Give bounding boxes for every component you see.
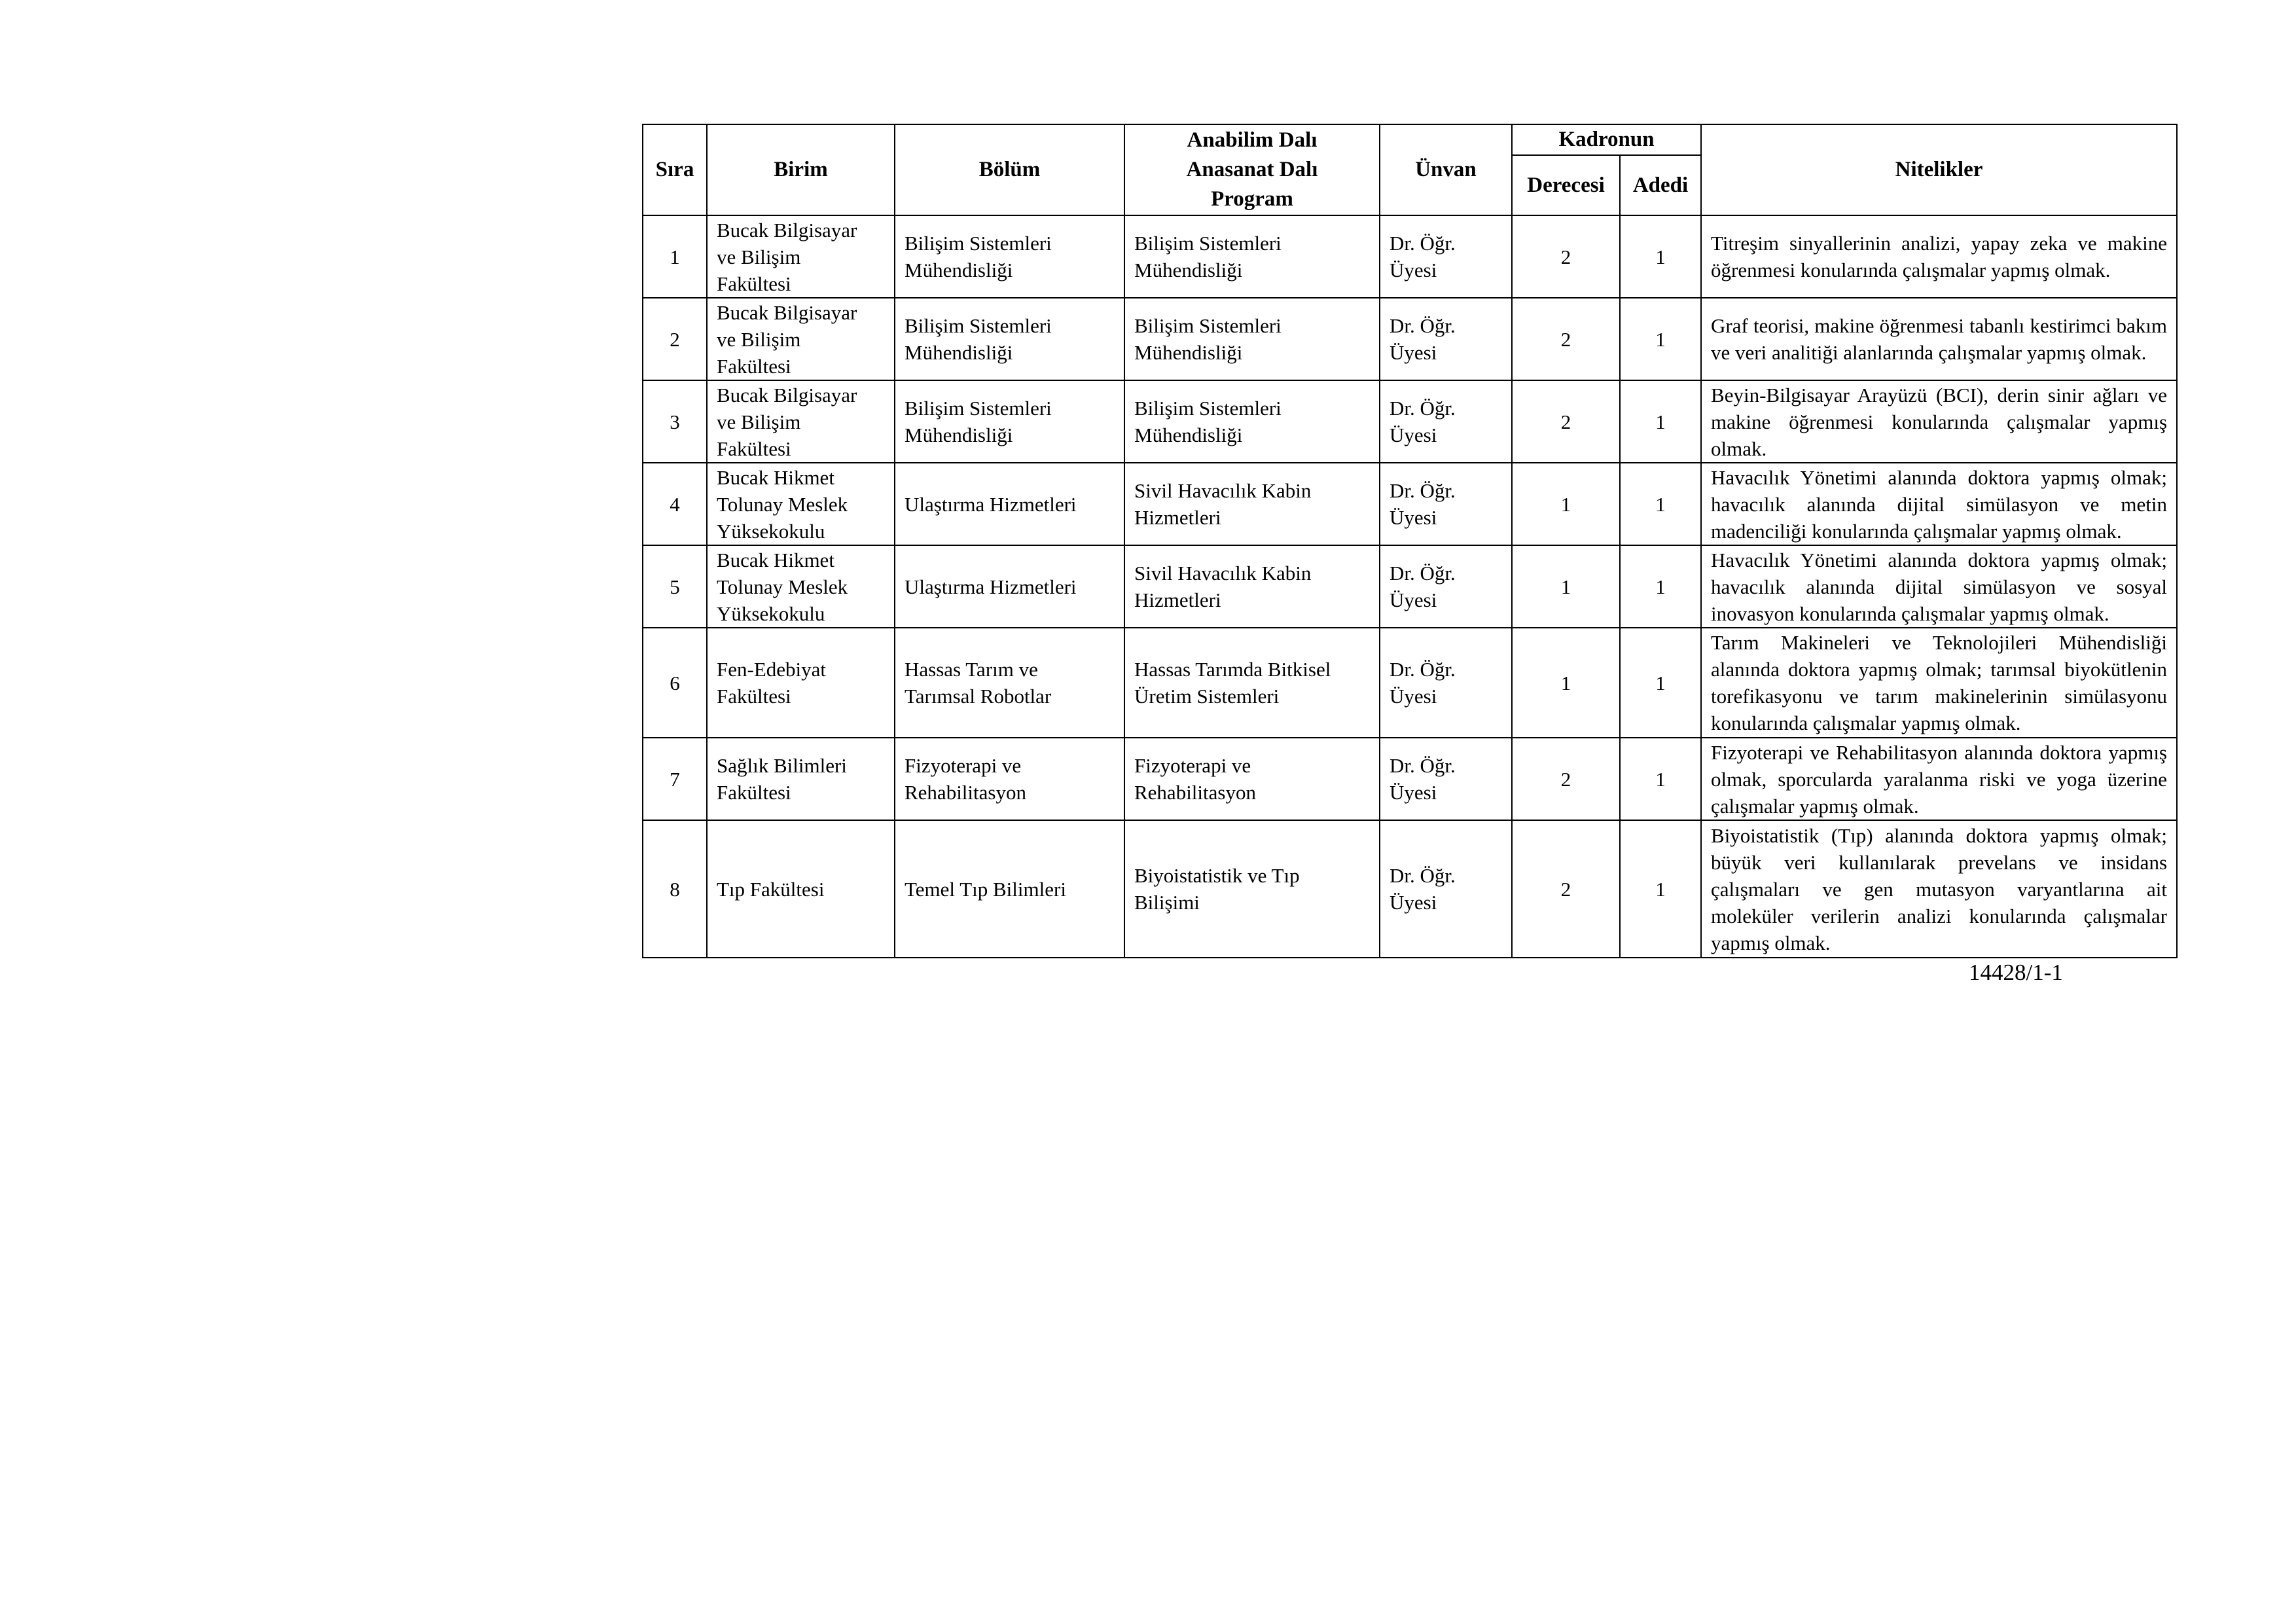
cell-anabilim: Sivil Havacılık Kabin Hizmetleri — [1124, 545, 1380, 628]
cell-sira: 4 — [643, 463, 707, 545]
header-row — [643, 124, 2177, 155]
header-derecesi: Derecesi — [1512, 155, 1620, 215]
cell-anabilim: Biyoistatistik ve Tıp Bilişimi — [1124, 820, 1380, 958]
cell-sira: 8 — [643, 820, 707, 958]
kadro-table — [642, 124, 2178, 958]
table-row — [643, 463, 2177, 545]
table-row — [643, 628, 2177, 738]
cell-sira: 6 — [643, 628, 707, 738]
cell-unvan: Dr. Öğr. Üyesi — [1380, 738, 1512, 820]
cell-bolum: Bilişim Sistemleri Mühendisliği — [895, 298, 1124, 380]
cell-derece: 1 — [1512, 545, 1620, 628]
cell-nitelikler: Beyin-Bilgisayar Arayüzü (BCI), derin sinir ağları ve makine öğrenmesi konularında çalışmalar yapmış olmak. — [1701, 380, 2177, 463]
table-row — [643, 298, 2177, 380]
cell-birim: Sağlık Bilimleri Fakültesi — [707, 738, 895, 820]
cell-sira: 3 — [643, 380, 707, 463]
cell-nitelikler: Fizyoterapi ve Rehabilitasyon alanında doktora yapmış olmak, sporcularda yaralanma riski ve yoga üzerine çalışmalar yapmış olmak. — [1701, 738, 2177, 820]
cell-unvan: Dr. Öğr. Üyesi — [1380, 298, 1512, 380]
cell-nitelikler: Havacılık Yönetimi alanında doktora yapmış olmak; havacılık alanında dijital simülasyon ve metin madenciliği konularında çalışmalar yapmış olmak. — [1701, 463, 2177, 545]
cell-nitelikler: Biyoistatistik (Tıp) alanında doktora yapmış olmak; büyük veri kullanılarak prevelans ve insidans çalışmaları ve gen mutasyon varyantlarına ait moleküler verilerin analizi konularında çalışmalar yapmış olmak. — [1701, 820, 2177, 958]
cell-bolum: Ulaştırma Hizmetleri — [895, 545, 1124, 628]
cell-adet: 1 — [1620, 545, 1701, 628]
cell-nitelikler: Havacılık Yönetimi alanında doktora yapmış olmak; havacılık alanında dijital simülasyon ve sosyal inovasyon konularında çalışmalar yapmış olmak. — [1701, 545, 2177, 628]
cell-birim: Bucak Bilgisayar ve Bilişim Fakültesi — [707, 298, 895, 380]
cell-unvan: Dr. Öğr. Üyesi — [1380, 628, 1512, 738]
header-birim: Birim — [707, 124, 895, 215]
header-adedi: Adedi — [1620, 155, 1701, 215]
cell-bolum: Bilişim Sistemleri Mühendisliği — [895, 215, 1124, 298]
header-bolum: Bölüm — [895, 124, 1124, 215]
table-row — [643, 215, 2177, 298]
cell-unvan: Dr. Öğr. Üyesi — [1380, 545, 1512, 628]
cell-birim: Bucak Bilgisayar ve Bilişim Fakültesi — [707, 380, 895, 463]
header-unvan: Ünvan — [1380, 124, 1512, 215]
cell-birim: Bucak Hikmet Tolunay Meslek Yüksekokulu — [707, 463, 895, 545]
cell-adet: 1 — [1620, 215, 1701, 298]
cell-adet: 1 — [1620, 628, 1701, 738]
cell-anabilim: Bilişim Sistemleri Mühendisliği — [1124, 298, 1380, 380]
table-row — [643, 820, 2177, 958]
cell-unvan: Dr. Öğr. Üyesi — [1380, 215, 1512, 298]
page-reference-number: 14428/1-1 — [1969, 960, 2063, 985]
cell-derece: 2 — [1512, 298, 1620, 380]
table-row — [643, 545, 2177, 628]
cell-derece: 2 — [1512, 380, 1620, 463]
cell-adet: 1 — [1620, 380, 1701, 463]
cell-sira: 5 — [643, 545, 707, 628]
cell-anabilim: Fizyoterapi ve Rehabilitasyon — [1124, 738, 1380, 820]
cell-anabilim: Bilişim Sistemleri Mühendisliği — [1124, 380, 1380, 463]
cell-derece: 1 — [1512, 463, 1620, 545]
cell-derece: 2 — [1512, 820, 1620, 958]
cell-adet: 1 — [1620, 463, 1701, 545]
cell-nitelikler: Titreşim sinyallerinin analizi, yapay zeka ve makine öğrenmesi konularında çalışmalar yapmış olmak. — [1701, 215, 2177, 298]
cell-sira: 7 — [643, 738, 707, 820]
cell-bolum: Bilişim Sistemleri Mühendisliği — [895, 380, 1124, 463]
cell-derece: 2 — [1512, 215, 1620, 298]
cell-adet: 1 — [1620, 738, 1701, 820]
cell-birim: Bucak Bilgisayar ve Bilişim Fakültesi — [707, 215, 895, 298]
cell-sira: 1 — [643, 215, 707, 298]
cell-sira: 2 — [643, 298, 707, 380]
header-kadronun: Kadronun — [1512, 124, 1701, 155]
cell-adet: 1 — [1620, 298, 1701, 380]
cell-birim: Tıp Fakültesi — [707, 820, 895, 958]
header-anabilim: Anabilim Dalı Anasanat Dalı Program — [1124, 124, 1380, 215]
cell-bolum: Ulaştırma Hizmetleri — [895, 463, 1124, 545]
cell-anabilim: Bilişim Sistemleri Mühendisliği — [1124, 215, 1380, 298]
cell-derece: 2 — [1512, 738, 1620, 820]
cell-bolum: Fizyoterapi ve Rehabilitasyon — [895, 738, 1124, 820]
table-row — [643, 738, 2177, 820]
cell-birim: Bucak Hikmet Tolunay Meslek Yüksekokulu — [707, 545, 895, 628]
cell-anabilim: Hassas Tarımda Bitkisel Üretim Sistemleri — [1124, 628, 1380, 738]
cell-nitelikler: Graf teorisi, makine öğrenmesi tabanlı kestirimci bakım ve veri analitiği alanlarında çalışmalar yapmış olmak. — [1701, 298, 2177, 380]
header-nitelikler: Nitelikler — [1701, 124, 2177, 215]
cell-bolum: Hassas Tarım ve Tarımsal Robotlar — [895, 628, 1124, 738]
cell-anabilim: Sivil Havacılık Kabin Hizmetleri — [1124, 463, 1380, 545]
cell-derece: 1 — [1512, 628, 1620, 738]
header-sira: Sıra — [643, 124, 707, 215]
cell-birim: Fen-Edebiyat Fakültesi — [707, 628, 895, 738]
cell-unvan: Dr. Öğr. Üyesi — [1380, 463, 1512, 545]
cell-unvan: Dr. Öğr. Üyesi — [1380, 820, 1512, 958]
cell-unvan: Dr. Öğr. Üyesi — [1380, 380, 1512, 463]
cell-bolum: Temel Tıp Bilimleri — [895, 820, 1124, 958]
table-row — [643, 380, 2177, 463]
cell-nitelikler: Tarım Makineleri ve Teknolojileri Mühendisliği alanında doktora yapmış olmak; tarımsal biyokütlenin torefikasyonu ve tarım makinelerinin simülasyonu konularında çalışmalar yapmış olmak. — [1701, 628, 2177, 738]
cell-adet: 1 — [1620, 820, 1701, 958]
